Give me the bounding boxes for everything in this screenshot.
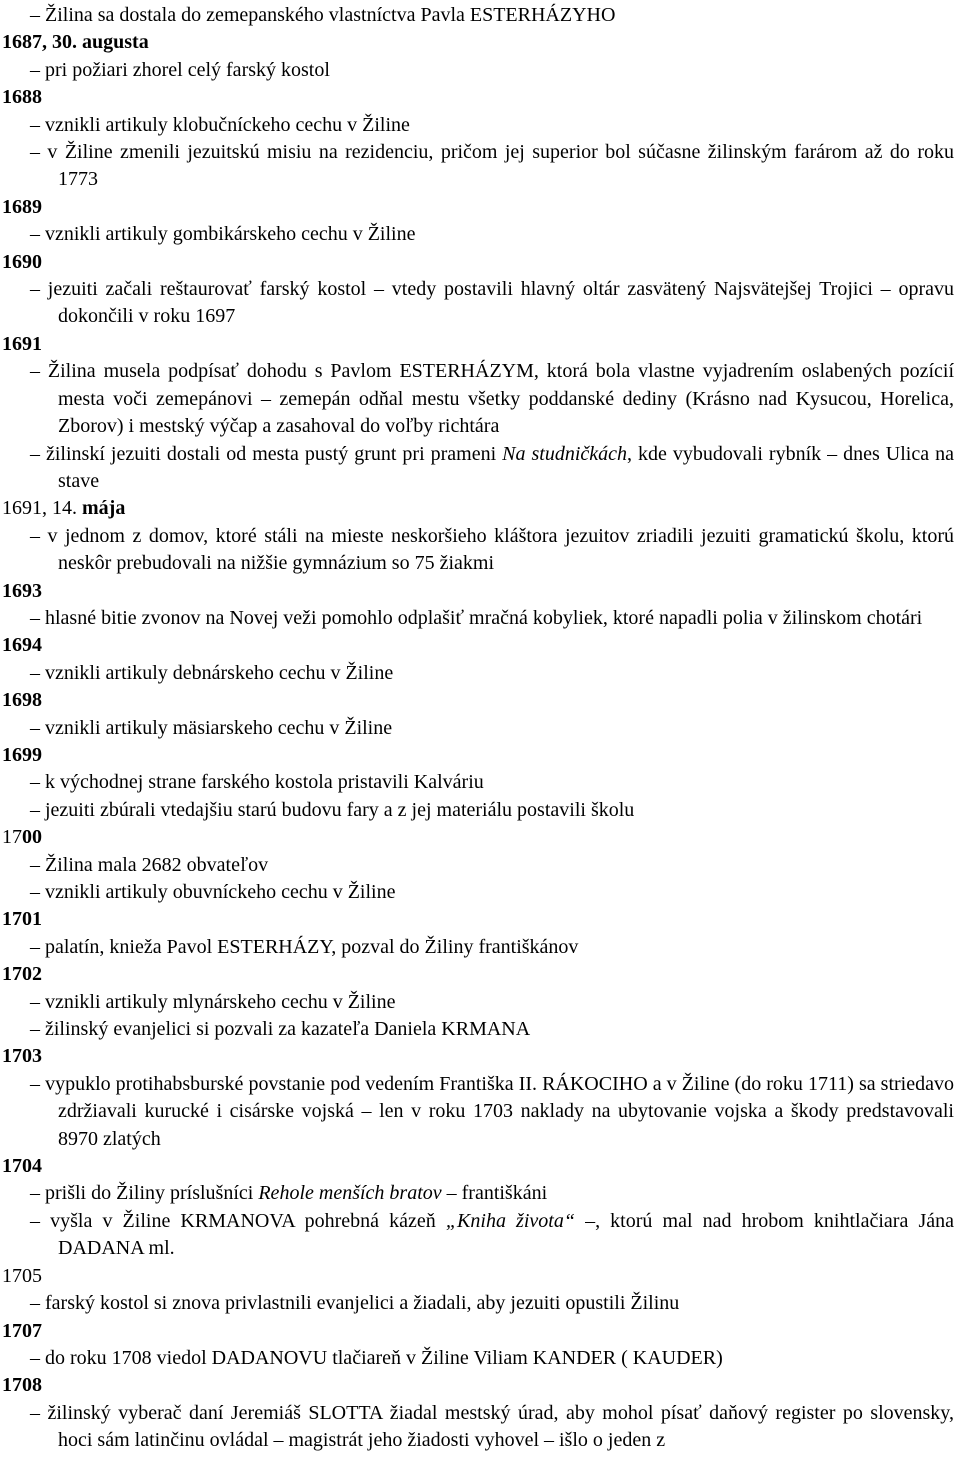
event-text: – jezuiti začali reštaurovať farský kostol – vtedy postavili hlavný oltár zasvätený Najsvätejšej Trojici – opravu dokončili v roku 1697 (30, 278, 954, 328)
chronicle-entry (2, 961, 954, 1043)
event-item (2, 715, 954, 742)
event-text: – františkáni (441, 1182, 548, 1205)
year-heading: 1705 (2, 1264, 42, 1287)
event-text-italic: Rehole menších bratov (258, 1182, 442, 1205)
event-text: – hlasné bitie zvonov na Novej veži pomohlo odplašiť mračná kobyliek, ktoré napadli polia v žilinskom chotári (30, 606, 923, 629)
year-heading (2, 824, 954, 851)
year-heading: 1691 (2, 332, 42, 355)
chronicle-entry (2, 331, 954, 495)
chronicle-entry (2, 687, 954, 742)
event-text: – pri požiari zhorel celý farský kostol (30, 58, 330, 81)
event-item (2, 1071, 954, 1153)
event-item (2, 358, 954, 440)
event-item (2, 1290, 954, 1317)
event-item (2, 1016, 954, 1043)
year-heading: 1687, 30. augusta (2, 31, 149, 54)
event-text: – vypuklo protihabsburské povstanie pod vedením Františka II. RÁKOCIHO a v Žiline (do roku 1711) sa striedavo zdržiavali kurucké i cisárske vojská – len v roku 1703 naklady na ubytovanie vojska a škody predstavovali 8970 zlatých (30, 1072, 954, 1150)
event-item (2, 769, 954, 796)
year-heading (2, 495, 954, 522)
event-text: – v Žiline zmenili jezuitskú misiu na rezidenciu, pričom jej superior bol súčasne žilinským farárom až do roku 1773 (30, 141, 954, 191)
event-item (2, 276, 954, 331)
event-item (2, 221, 954, 248)
event-item (2, 57, 954, 84)
year-heading-lead: 17 (2, 826, 22, 849)
event-item (2, 112, 954, 139)
event-item (2, 1400, 954, 1455)
event-item (2, 1208, 954, 1263)
chronicle-entry (2, 249, 954, 331)
event-text: – Žilina mala 2682 obvateľov (30, 853, 269, 876)
event-text: – vznikli artikuly debnárskeho cechu v Žiline (30, 661, 394, 684)
event-text: – k východnej strane farského kostola pristavili Kalváriu (30, 771, 484, 794)
chronicle-entry (2, 906, 954, 961)
event-text: – prišli do Žiliny príslušníci (30, 1182, 259, 1205)
event-text: – farský kostol si znova privlastnili evanjelici a žiadali, aby jezuiti opustili Žilinu (30, 1292, 680, 1315)
year-heading: 1688 (2, 86, 42, 109)
chronicle-entry (2, 1318, 954, 1373)
event-text: – vznikli artikuly mlynárskeho cechu v Žiline (30, 990, 396, 1013)
chronicle-entry (2, 1153, 954, 1263)
event-text: – vznikli artikuly mäsiarskeho cechu v Žiline (30, 716, 393, 739)
event-text: – palatín, knieža Pavol ESTERHÁZY, pozval do Žiliny františkánov (30, 935, 579, 958)
event-item (2, 605, 954, 632)
event-text: – žilinský evanjelici si pozvali za kazateľa Daniela KRMANA (30, 1018, 531, 1041)
chronicle-entry (2, 495, 954, 577)
event-item (2, 1180, 954, 1207)
chronicle-entry (2, 1043, 954, 1153)
year-heading-rest: mája (82, 497, 126, 520)
event-text-italic: „Kniha života“ (445, 1209, 575, 1232)
event-text: – Žilina sa dostala do zemepanského vlastníctva Pavla ESTERHÁZYHO (30, 4, 616, 26)
year-heading: 1702 (2, 963, 42, 986)
year-heading: 1690 (2, 250, 42, 273)
event-text: – do roku 1708 viedol DADANOVU tlačiareň v Žiline Viliam KANDER ( KAUDER) (30, 1346, 723, 1369)
event-item (2, 660, 954, 687)
event-text: – žilinský vyberač daní Jeremiáš SLOTTA žiadal mestský úrad, aby mohol písať daňový register po slovensky, hoci sám latinčinu ovládal – magistrát jeho žiadosti vyhovel – išlo o jeden z (30, 1401, 954, 1452)
year-heading: 1701 (2, 908, 42, 931)
event-text: – žilinskí jezuiti dostali od mesta pustý grunt pri prameni (30, 442, 503, 465)
event-text: – Žilina musela podpísať dohodu s Pavlom ESTERHÁZYM, ktorá bola vlastne vyjadrením oslabených pozícií mesta voči zemepánovi – zemepán odňal mestu všetky poddanské dediny (Krásno nad Kysucou, Horelica, Zborov) i mestský výčap a zasahoval do voľby richtára (30, 360, 954, 438)
year-heading: 1698 (2, 689, 42, 712)
year-heading: 1707 (2, 1319, 42, 1342)
event-text: – v jednom z domov, ktoré stáli na mieste neskoršieho kláštora jezuitov zriadili jezuiti gramatickú školu, ktorú neskôr prebudovali na nižšie gymnázium so 75 žiakmi (30, 524, 954, 575)
chronicle-entry (2, 632, 954, 687)
event-text: – jezuiti zbúrali vtedajšiu starú budovu fary a z jej materiálu postavili školu (30, 798, 635, 821)
event-text: – vznikli artikuly klobučníckeho cechu v Žiline (30, 113, 410, 136)
event-item (2, 852, 954, 879)
year-heading: 1708 (2, 1374, 42, 1397)
event-item (2, 2, 954, 29)
year-heading: 1703 (2, 1045, 42, 1068)
chronicle-entry (2, 742, 954, 824)
event-item (2, 879, 954, 906)
event-text: , kde vybudovali rybník – dnes Ulica na stave (58, 442, 954, 492)
event-item (2, 523, 954, 578)
event-item (2, 139, 954, 194)
chronicle-entry (2, 1372, 954, 1454)
event-text-italic: Na studničkách (502, 442, 628, 465)
year-heading-rest: 00 (22, 826, 42, 849)
chronicle-entry (2, 84, 954, 194)
year-heading: 1694 (2, 634, 42, 657)
event-item (2, 797, 954, 824)
event-text: –, ktorú mal nad hrobom knihtlačiara Jána DADANA ml. (58, 1209, 954, 1260)
event-text: – vznikli artikuly gombikárskeho cechu v Žiline (30, 223, 416, 246)
event-text: – vyšla v Žiline KRMANOVA pohrebná kázeň (30, 1209, 446, 1232)
chronicle-entry (2, 824, 954, 906)
chronicle-entry (2, 578, 954, 633)
year-heading: 1693 (2, 579, 42, 602)
event-item (2, 441, 954, 496)
event-item (2, 934, 954, 961)
event-item (2, 1345, 954, 1372)
year-heading: 1699 (2, 743, 42, 766)
event-item (2, 989, 954, 1016)
year-heading-lead: 1691, 14. (2, 497, 82, 520)
chronicle-entry (2, 2, 954, 29)
chronicle-entry (2, 29, 954, 84)
chronicle-entry (2, 194, 954, 249)
event-text: – vznikli artikuly obuvníckeho cechu v Žiline (30, 881, 396, 903)
year-heading: 1704 (2, 1155, 42, 1178)
year-heading: 1689 (2, 195, 42, 218)
chronicle-entry (2, 1263, 954, 1318)
